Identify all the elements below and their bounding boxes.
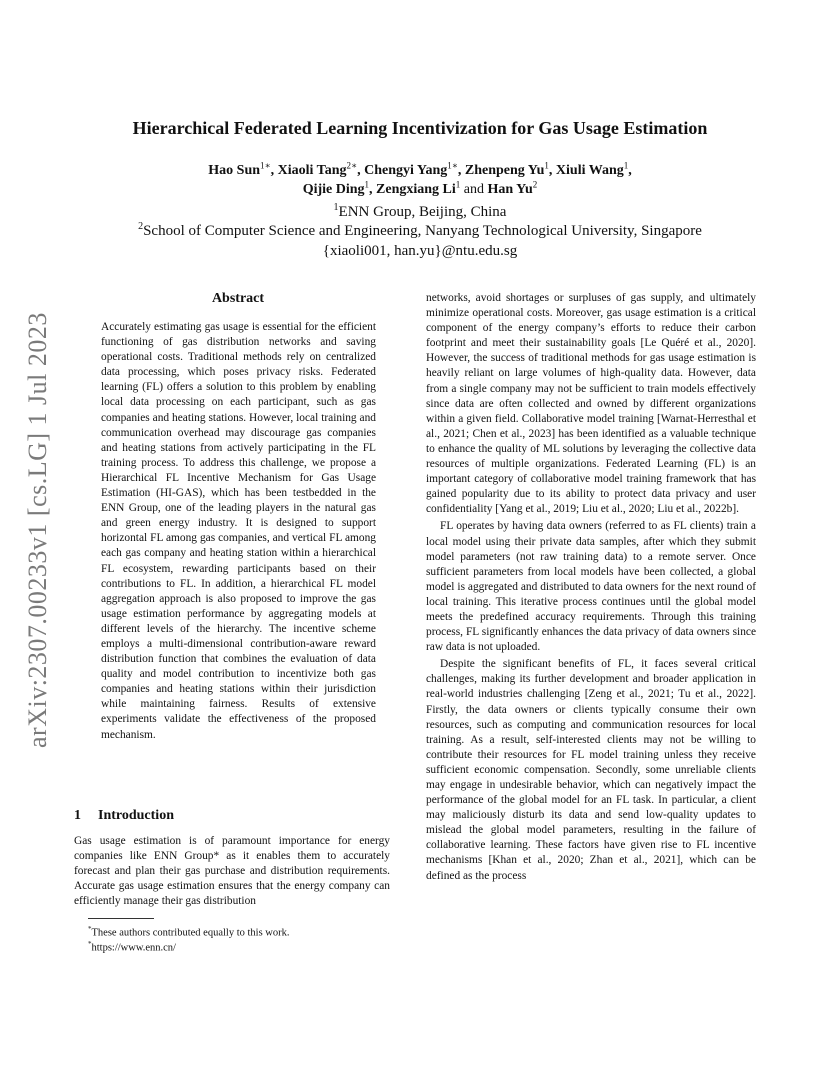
abstract-heading: Abstract <box>211 291 265 306</box>
introduction-paragraph: Gas usage estimation is of paramount importance for energy companies like ENN Group* as it enables them to accurately forecast and plan their gas purchase and distribution requirements. Accurate gas usage estimation ensures that the energy company can efficiently manage their gas distribution <box>74 835 390 908</box>
abstract-body <box>101 320 376 743</box>
author-list-line-1 <box>80 160 760 179</box>
author: Hao Sun$^{1∗}$, <box>208 160 278 178</box>
author: Zengxiang Li$^1$ and <box>376 179 488 197</box>
footnote-equal-contribution: *These authors contributed equally to this work. <box>88 925 290 939</box>
affiliation-2: $^2$School of Computer Science and Engineering, Nanyang Technological University, Singapore <box>138 221 702 239</box>
paper-title: Hierarchical Federated Learning Incentivization for Gas Usage Estimation <box>132 118 708 138</box>
author: Xiuli Wang$^1$, <box>555 160 632 178</box>
author: Han Yu$^2$ <box>487 179 538 197</box>
footnote-divider <box>88 918 154 919</box>
author-list-line-2 <box>80 179 760 198</box>
right-paragraph-1: networks, avoid shortages or surpluses of gas supply, and ultimately minimize operational costs. Moreover, gas usage estimation is a critical component of the energy company’s efforts to reduce their carbon footprint and meet their sustainability goals [Le Quéré et al., 2020]. However, the success of traditional methods for gas usage estimation is heavily reliant on large volumes of high-quality data. However, data from a single company may not be sufficient to train models effectively since data are often collected and owned by different organizations within a given field. Collaborative model training [Warnat-Herresthal et al., 2021; Chen et al., 2023] has been identified as a valuable technique to enhance the quality of ML solutions by leveraging the collective data resources of multiple organizations. Federated Learning (FL) is an important category of collaborative model training framework that has gained popularity due to its ability to protect data privacy and user confidentiality [Yang et al., 2019; Liu et al., 2020; Liu et al., 2022b]. <box>426 292 756 516</box>
author: Zhenpeng Yu$^1$, <box>464 160 556 178</box>
affiliation-1: $^1$ENN Group, Beijing, China <box>333 202 507 220</box>
author: Xiaoli Tang$^{2∗}$, <box>277 160 365 178</box>
author-emails: {xiaoli001, han.yu}@ntu.edu.sg <box>322 243 518 259</box>
arxiv-identifier: arXiv:2307.00233v1 [cs.LG] 1 Jul 2023 <box>23 312 52 748</box>
author: Qijie Ding$^1$, <box>302 179 377 197</box>
abstract-paragraph: Accurately estimating gas usage is essential for the efficient functioning of gas distribution networks and saving operational costs. Traditional methods rely on centralized data processing, which poses privacy risks. Federated learning (FL) offers a solution to this problem by enabling local data processing on each participant, such as gas companies and heating stations. However, local training and communication overhead may discourage gas companies and heating stations from actively participating in the FL training process. To address this challenge, we propose a Hierarchical FL Incentive Mechanism for Gas Usage Estimation (HI-GAS), which has been testbedded in the ENN Group, one of the leading players in the natural gas and green energy industry. It is designed to support horizontal FL among gas companies, and vertical FL among each gas company and heating station within a hierarchical FL ecosystem, rewarding participants based on their contributions to FL. In addition, a hierarchical FL model aggregation approach is also proposed to improve the gas usage estimation performance by aggregating models at different levels of the hierarchy. The incentive scheme employs a multi-dimensional contribution-aware reward distribution function that combines the evaluation of data quality and model contribution to incentivize both gas companies and heating stations within their jurisdiction while maintaining fairness. Results of extensive experiments validate the effectiveness of the proposed mechanism. <box>101 321 376 741</box>
introduction-body <box>74 834 390 909</box>
section-heading-introduction: 1 Introduction <box>74 808 174 823</box>
right-column-body <box>426 291 756 884</box>
right-paragraph-2: FL operates by having data owners (referred to as FL clients) train a local model using their private data samples, after which they submit model parameters (not raw training data) to a remote server. Once sufficient parameters from local models have been collected, a global model is aggregated and distributed to data owners for the next round of local training. This iterative process continues until the global model meets the predefined accuracy requirements. Through this training process, FL significantly enhances the data privacy of data owners since raw data is not uploaded. <box>426 520 756 654</box>
author: Chengyi Yang$^{1∗}$, <box>364 160 465 178</box>
right-paragraph-3: Despite the significant benefits of FL, it faces several critical challenges, making its further development and broader application in real-world industries challenging [Zeng et al., 2021; Tu et al., 2022]. Firstly, the data owners or clients typically consume their own resources, such as computing and communication resources for local training. As a result, self-interested clients may not be willing to contribute their resources for FL model training unless they receive sufficient economic compensation. Secondly, some unreliable clients may engage in undesirable behavior, which can negatively impact the performance of the global model for an FL task. In particular, a client may maliciously disturb its data and send low-quality updates to mislead the global model parameters, resulting in the failure of collaborative learning. These factors have given rise to FL incentive mechanisms [Khan et al., 2020; Zhan et al., 2021], which can be defined as the process <box>426 658 756 882</box>
footnote-enn-url: *https://www.enn.cn/ <box>88 940 176 954</box>
